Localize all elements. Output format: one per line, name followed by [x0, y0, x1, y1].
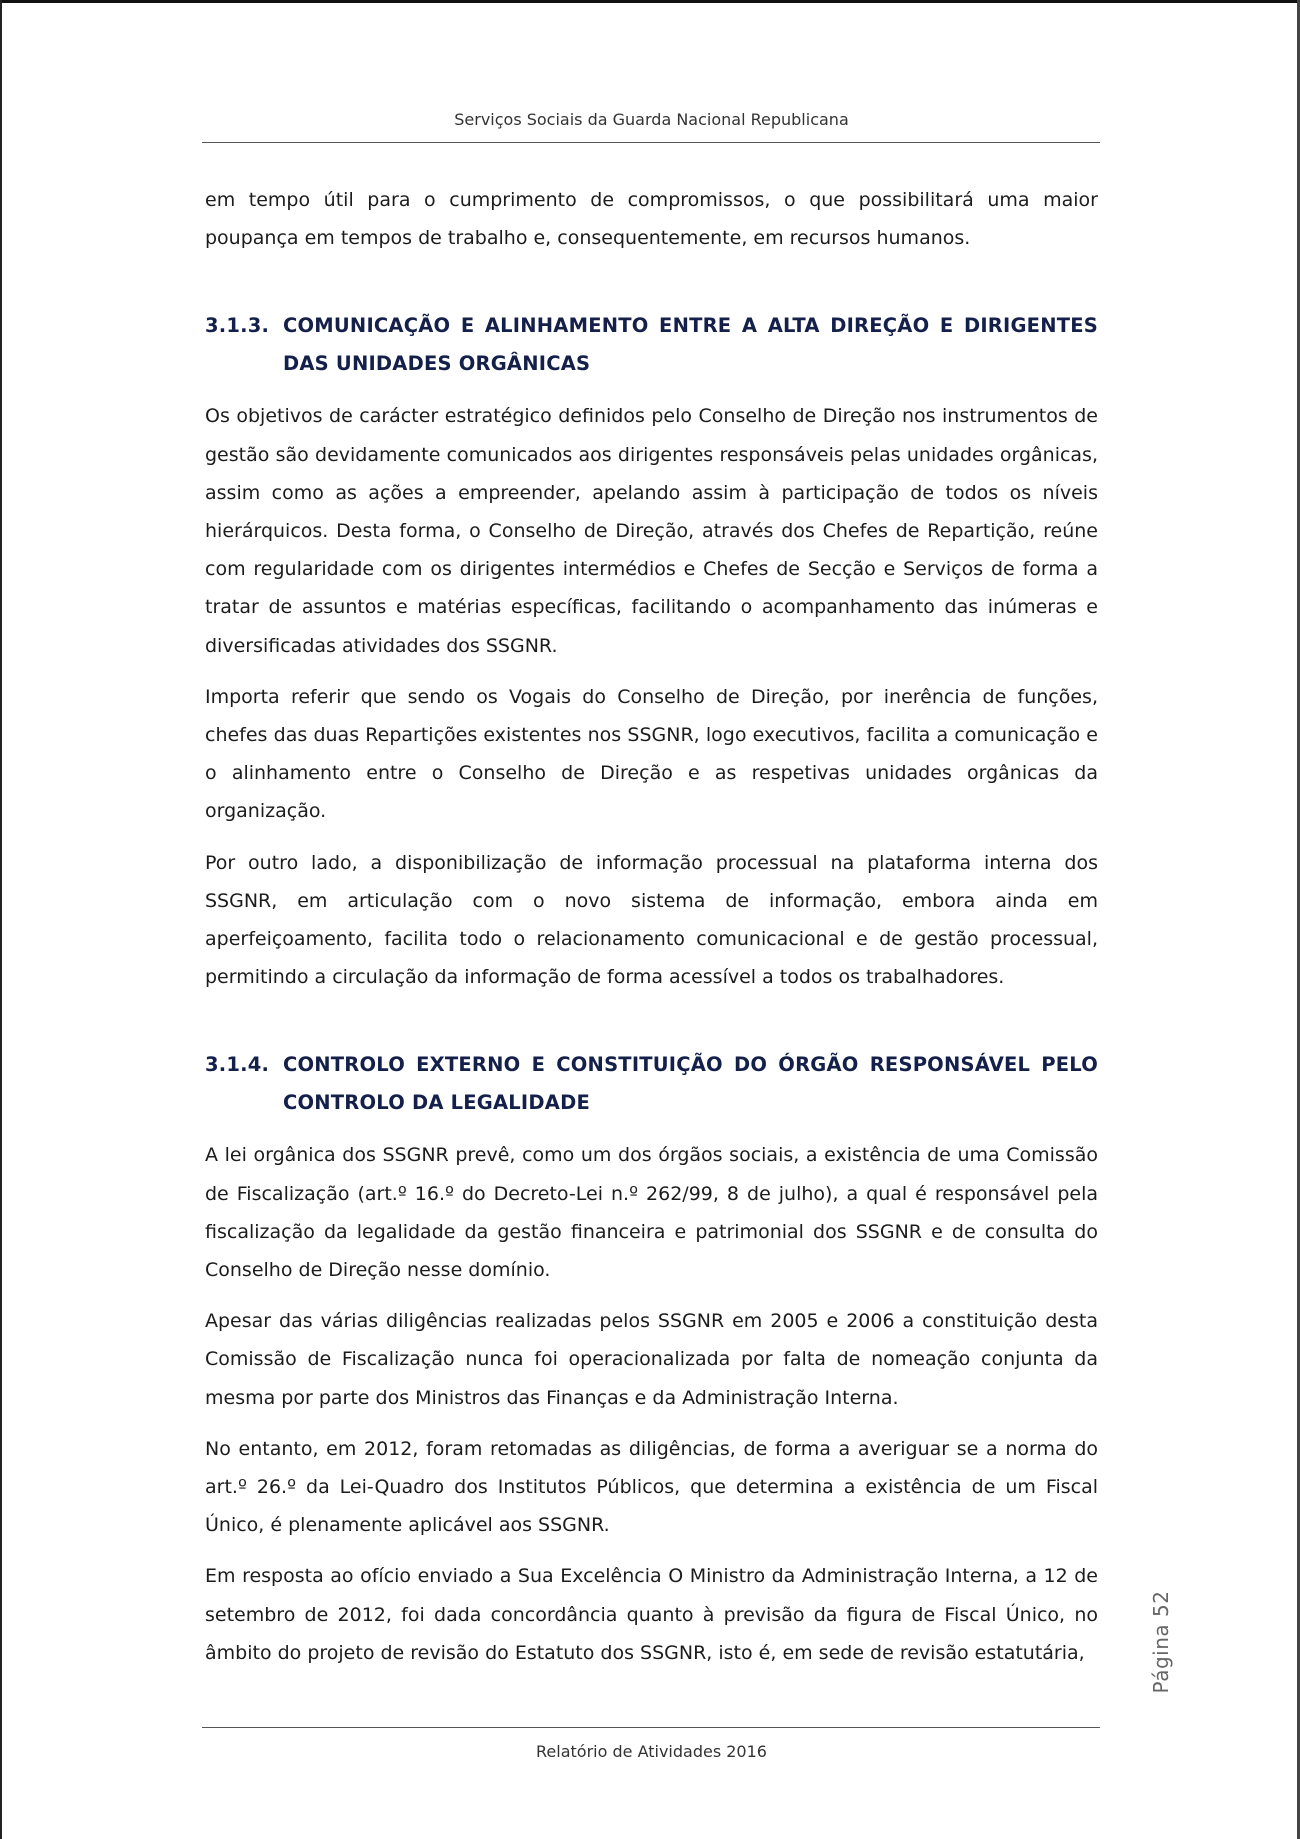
section-heading-3-1-4: [205, 1046, 1098, 1122]
paragraph: em tempo útil para o cumprimento de compromissos, o que possibilitará uma maior poupança em tempos de trabalho e, consequentemente, em recursos humanos.: [205, 189, 1098, 250]
paragraph: Apesar das várias diligências realizadas pelos SSGNR em 2005 e 2006 a constituição desta Comissão de Fiscalização nunca foi operacionalizada por falta de nomeação conjunta da mesma por parte dos Ministros das Finanças e da Administração Interna.: [205, 1310, 1098, 1409]
paragraph: A lei orgânica dos SSGNR prevê, como um dos órgãos sociais, a existência de uma Comissão de Fiscalização (art.º 16.º do Decreto-Lei n.º 262/99, 8 de julho), a qual é responsável pela fiscalização da legalidade da gestão financeira e patrimonial dos SSGNR e de consulta do Conselho de Direção nesse domínio.: [205, 1144, 1098, 1282]
page-body: [205, 181, 1098, 1672]
section-title: CONTROLO EXTERNO E CONSTITUIÇÃO DO ÓRGÃO RESPONSÁVEL PELO CONTROLO DA LEGALIDADE: [283, 1053, 1098, 1115]
paragraph: Os objetivos de carácter estratégico definidos pelo Conselho de Direção nos instrumentos de gestão são devidamente comunicados aos dirigentes responsáveis pelas unidades orgânicas, assim como as ações a empreender, apelando assim à participação de todos os níveis hierárquicos. Desta forma, o Conselho de Direção, através dos Chefes de Repartição, reúne com regularidade com os dirigentes intermédios e Chefes de Secção e Serviços de forma a tratar de assuntos e matérias específicas, facilitando o acompanhamento das inúmeras e diversificadas atividades dos SSGNR.: [205, 405, 1098, 657]
paragraph: Importa referir que sendo os Vogais do Conselho de Direção, por inerência de funções, chefes das duas Repartições existentes nos SSGNR, logo executivos, facilita a comunicação e o alinhamento entre o Conselho de Direção e as respetivas unidades orgânicas da organização.: [205, 685, 1098, 823]
section-number: 3.1.3.: [205, 314, 270, 338]
paragraph: Por outro lado, a disponibilização de informação processual na plataforma interna dos SSGNR, em articulação com o novo sistema de informação, embora ainda em aperfeiçoamento, facilita todo o relacionamento comunicacional e de gestão processual, permitindo a circulação da informação de forma acessível a todos os trabalhadores.: [205, 851, 1098, 989]
page-number-label: Página 52: [1149, 1590, 1173, 1694]
page-footer: Relatório de Atividades 2016: [536, 1742, 767, 1761]
header-rule: [202, 142, 1100, 143]
footer-rule: [202, 1727, 1100, 1728]
paragraph: Em resposta ao ofício enviado a Sua Excelência O Ministro da Administração Interna, a 12 de setembro de 2012, foi dada concordância quanto à previsão da figura de Fiscal Único, no âmbito do projeto de revisão do Estatuto dos SSGNR, isto é, em sede de revisão estatutária,: [205, 1565, 1098, 1664]
paragraph: No entanto, em 2012, foram retomadas as diligências, de forma a averiguar se a norma do art.º 26.º da Lei-Quadro dos Institutos Públicos, que determina a existência de um Fiscal Único, é plenamente aplicável aos SSGNR.: [205, 1437, 1098, 1537]
scan-border-top: [0, 0, 1300, 3]
page-number-side: [1146, 1582, 1176, 1702]
section-number: 3.1.4.: [205, 1053, 270, 1077]
scan-border-left: [0, 0, 2, 1839]
page-header: Serviços Sociais da Guarda Nacional Republicana: [454, 110, 849, 129]
section-title: COMUNICAÇÃO E ALINHAMENTO ENTRE A ALTA DIREÇÃO E DIRIGENTES DAS UNIDADES ORGÂNICAS: [283, 314, 1098, 376]
section-heading-3-1-3: [205, 307, 1098, 383]
